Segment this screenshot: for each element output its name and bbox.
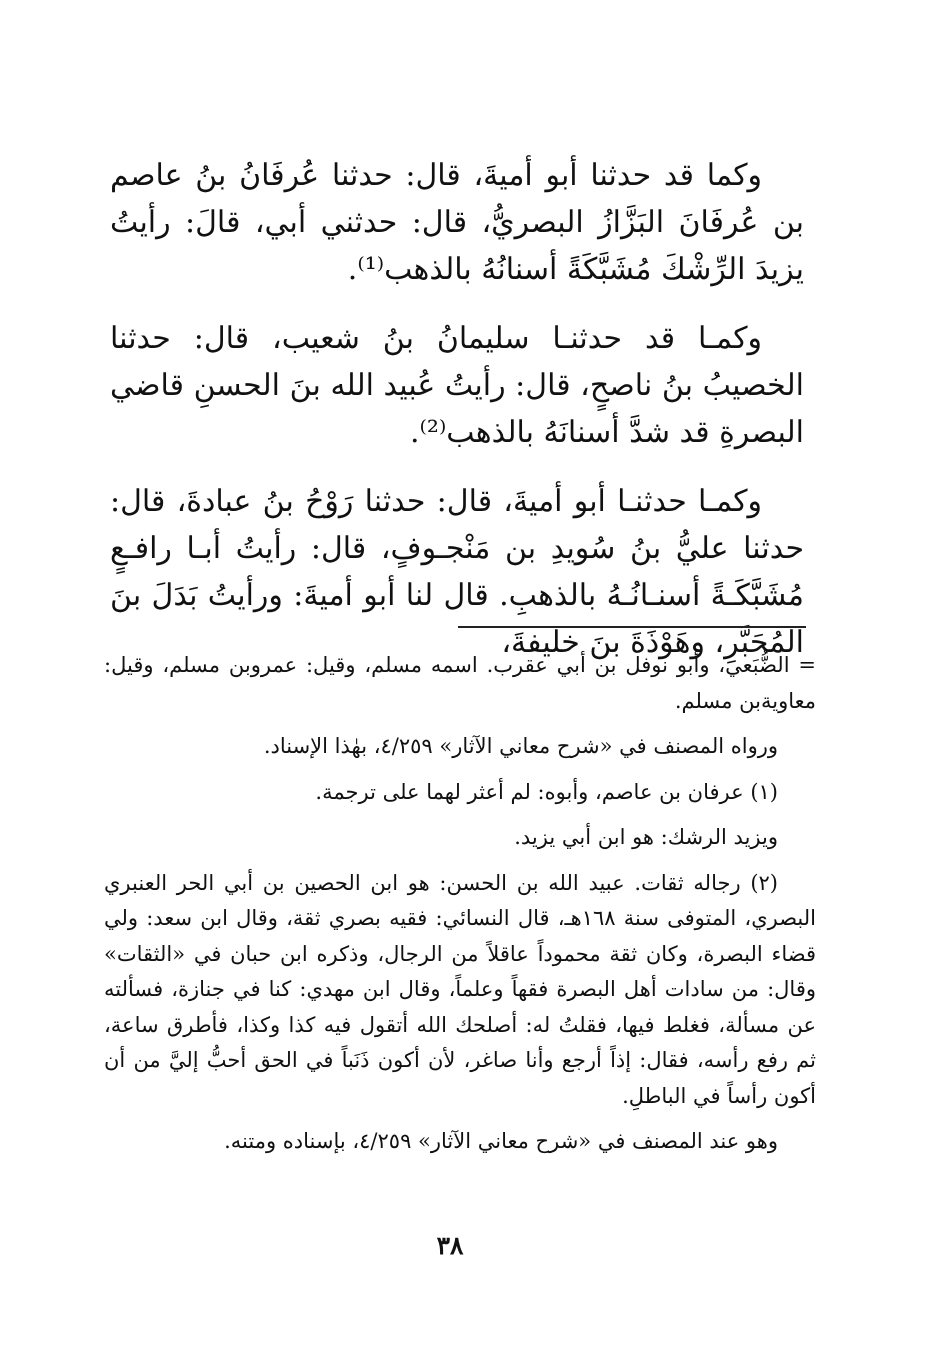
footnote-divider — [458, 626, 806, 628]
footnote-prev-source: ورواه المصنف في «شرح معاني الآثار» ٤/٢٥٩، بهٰذا الإسناد. — [263, 734, 778, 758]
footnote-2: (٢) رجاله ثقات. عبيد الله بن الحسن: هو ابن الحصين بن أبي الحر العنبري البصري، المتوفى سنة ١٦٨هـ، قال النسائي: فقيه بصري ثقة، وقال ابن سعد: ولي قضاء البصرة، وكان ثقة محموداً عاقلاً من الرجال، وذكره ابن حبان في «الثقات» وقال: من سادات أهل البصرة فقهاً وعلماً، وقال ابن مهدي: كنا في جنازة، فسألته عن مسألة، فغلط فيها، فقلتُ له: أصلحك الله أتقول فيه كذا وكذا، فأطرق ساعة، ثم رفع رأسه، فقال: إذاً أرجع وأنا صاغر، لأن أكون ذَنَباً في الحق أحبُّ إليَّ من أن أكون رأساً في الباطلِ. — [104, 870, 816, 1108]
main-text — [110, 152, 804, 666]
footnote-1: (١) عرفان بن عاصم، وأبوه: لم أعثر لهما على ترجمة. — [315, 779, 778, 804]
main-paragraph-3: وكمـا حدثنـا أبو أميةَ، قال: حدثنا رَوْحُ بنُ عبادةَ، قال: حدثنا عليُّ بنُ سُويدِ بن مَنْجـوفٍ، قال: رأيتُ أبـا رافـعٍ مُشَبَّكَـةً أسنـانُـهُ بالذهبِ. قال لنا أبو أميةَ: ورأيتُ بَدَلَ بنَ المُحَبَّرِ، وهَوْذَةَ بنَ خليفةَ، — [110, 484, 804, 660]
footnote-1-continuation: ويزيد الرشك: هو ابن أبي يزيد. — [514, 825, 778, 849]
footnote-2-continuation: وهو عند المصنف في «شرح معاني الآثار» ٤/٢٥٩، بإسناده ومتنه. — [224, 1129, 778, 1153]
footnotes — [104, 648, 816, 1170]
footnote-continuation: = الضُّبَعي، وأبو نوفل بن أبي عقرب. اسمه مسلم، وقيل: عمروبن مسلم، وقيل: معاويةبن مسلم. — [104, 653, 816, 713]
main-paragraph-1: وكما قد حدثنا أبو أميةَ، قال: حدثنا عُرفَانُ بنُ عاصم بن عُرفَانَ البَزَّازُ البصريُّ، قال: حدثني أبي، قالَ: رأيتُ يزيدَ الرِّشْكَ مُشَبَّكَةً أسنانُهُ بالذهب⁽¹⁾. — [110, 158, 804, 287]
main-paragraph-2: وكمـا قد حدثنـا سليمانُ بنُ شعيب، قال: حدثنا الخصيبُ بنُ ناصحٍ، قال: رأيتُ عُبيد الله بنَ الحسنِ قاضي البصرةِ قد شدَّ أسنانَهُ بالذهب⁽²⁾. — [110, 321, 804, 450]
page-number: ٣٨ — [436, 1231, 464, 1260]
